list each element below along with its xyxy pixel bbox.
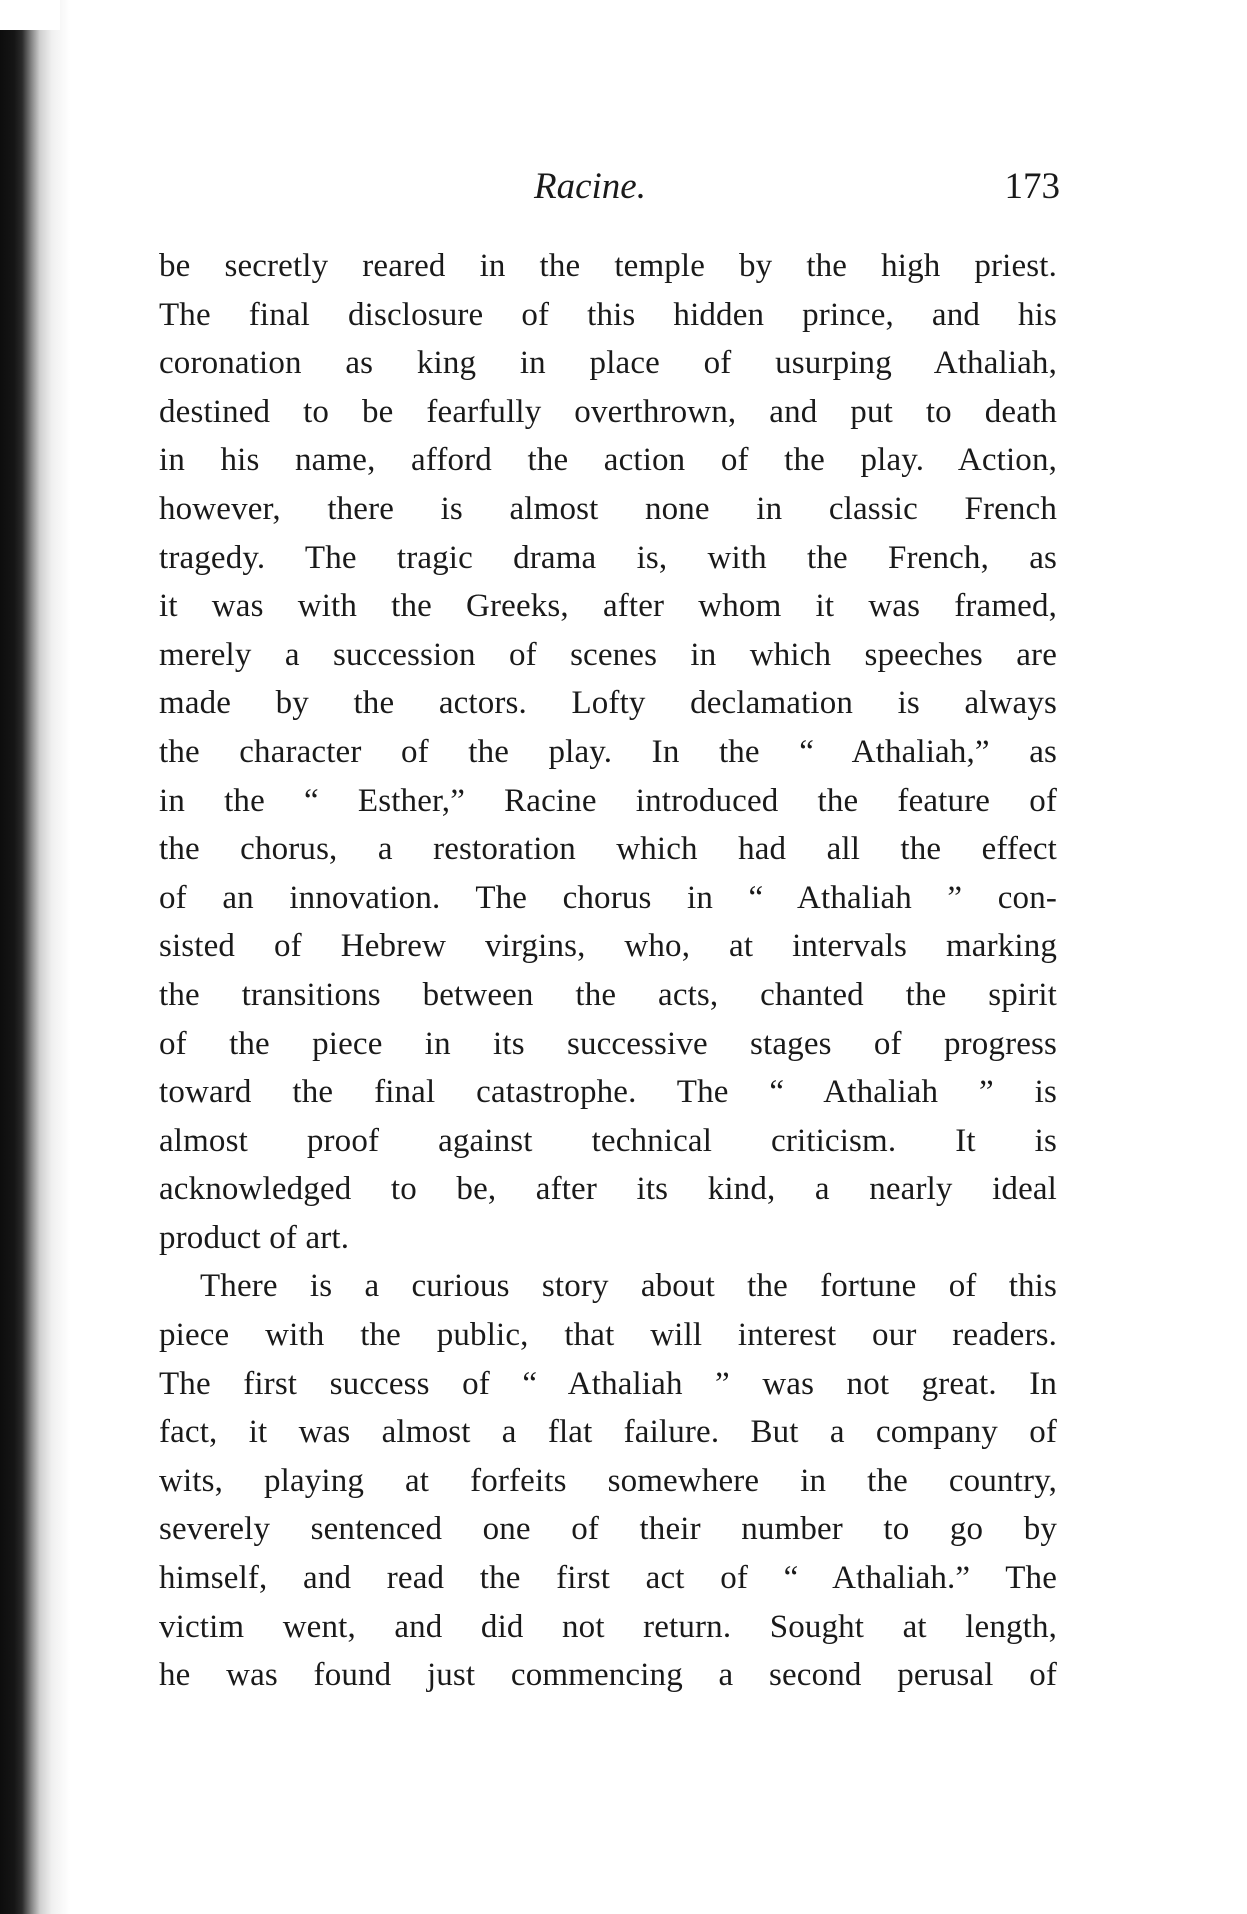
text-line: however, there is almost none in classic French xyxy=(159,490,1057,527)
text-line: the transitions between the acts, chanted the spirit xyxy=(159,976,1057,1013)
running-title: Racine. xyxy=(534,166,646,207)
text-line: The final disclosure of this hidden prince, and his xyxy=(159,296,1057,333)
text-line: There is a curious story about the fortune of this xyxy=(200,1268,1057,1305)
text-line: sisted of Hebrew virgins, who, at intervals marking xyxy=(159,928,1057,965)
text-line: made by the actors. Lofty declamation is always xyxy=(159,685,1057,722)
text-line: merely a succession of scenes in which speeches are xyxy=(159,636,1057,673)
text-line: tragedy. The tragic drama is, with the French, as xyxy=(159,539,1057,576)
text-line: the character of the play. In the “ Athaliah,” as xyxy=(159,733,1057,770)
page-binding-shadow xyxy=(0,0,110,1914)
page-number: 173 xyxy=(1004,166,1060,207)
text-line: of an innovation. The chorus in “ Athaliah ” con- xyxy=(159,879,1057,916)
text-line: he was found just commencing a second perusal of xyxy=(159,1657,1057,1694)
text-line: almost proof against technical criticism. It is xyxy=(159,1122,1057,1159)
page-binding-top xyxy=(0,0,60,30)
paragraph-1 xyxy=(159,242,1057,1262)
text-line: piece with the public, that will interest our readers. xyxy=(159,1317,1057,1354)
text-line: in his name, afford the action of the play. Action, xyxy=(159,442,1057,479)
text-line: of the piece in its successive stages of progress xyxy=(159,1025,1057,1062)
text-line: coronation as king in place of usurping Athaliah, xyxy=(159,345,1057,382)
page-header xyxy=(160,165,1060,215)
text-line: be secretly reared in the temple by the high priest. xyxy=(159,248,1057,284)
text-line: acknowledged to be, after its kind, a nearly ideal xyxy=(159,1171,1057,1208)
text-line: wits, playing at forfeits somewhere in the country, xyxy=(159,1462,1057,1499)
text-line: product of art. xyxy=(159,1219,350,1256)
text-line: destined to be fearfully overthrown, and put to death xyxy=(159,393,1057,430)
text-line: the chorus, a restoration which had all the effect xyxy=(159,831,1057,868)
text-line: severely sentenced one of their number to go by xyxy=(159,1511,1057,1548)
paragraph-2 xyxy=(159,1262,1057,1699)
text-line: fact, it was almost a flat failure. But a company of xyxy=(159,1414,1057,1451)
text-line: victim went, and did not return. Sought at length, xyxy=(159,1608,1057,1645)
text-line: in the “ Esther,” Racine introduced the feature of xyxy=(159,782,1057,819)
text-line: it was with the Greeks, after whom it was framed, xyxy=(159,588,1057,625)
text-line: toward the final catastrophe. The “ Athaliah ” is xyxy=(159,1074,1057,1111)
body-text xyxy=(159,242,1057,1700)
text-line: The first success of “ Athaliah ” was not great. In xyxy=(159,1365,1057,1402)
text-line: himself, and read the first act of “ Athaliah.” The xyxy=(159,1560,1057,1597)
